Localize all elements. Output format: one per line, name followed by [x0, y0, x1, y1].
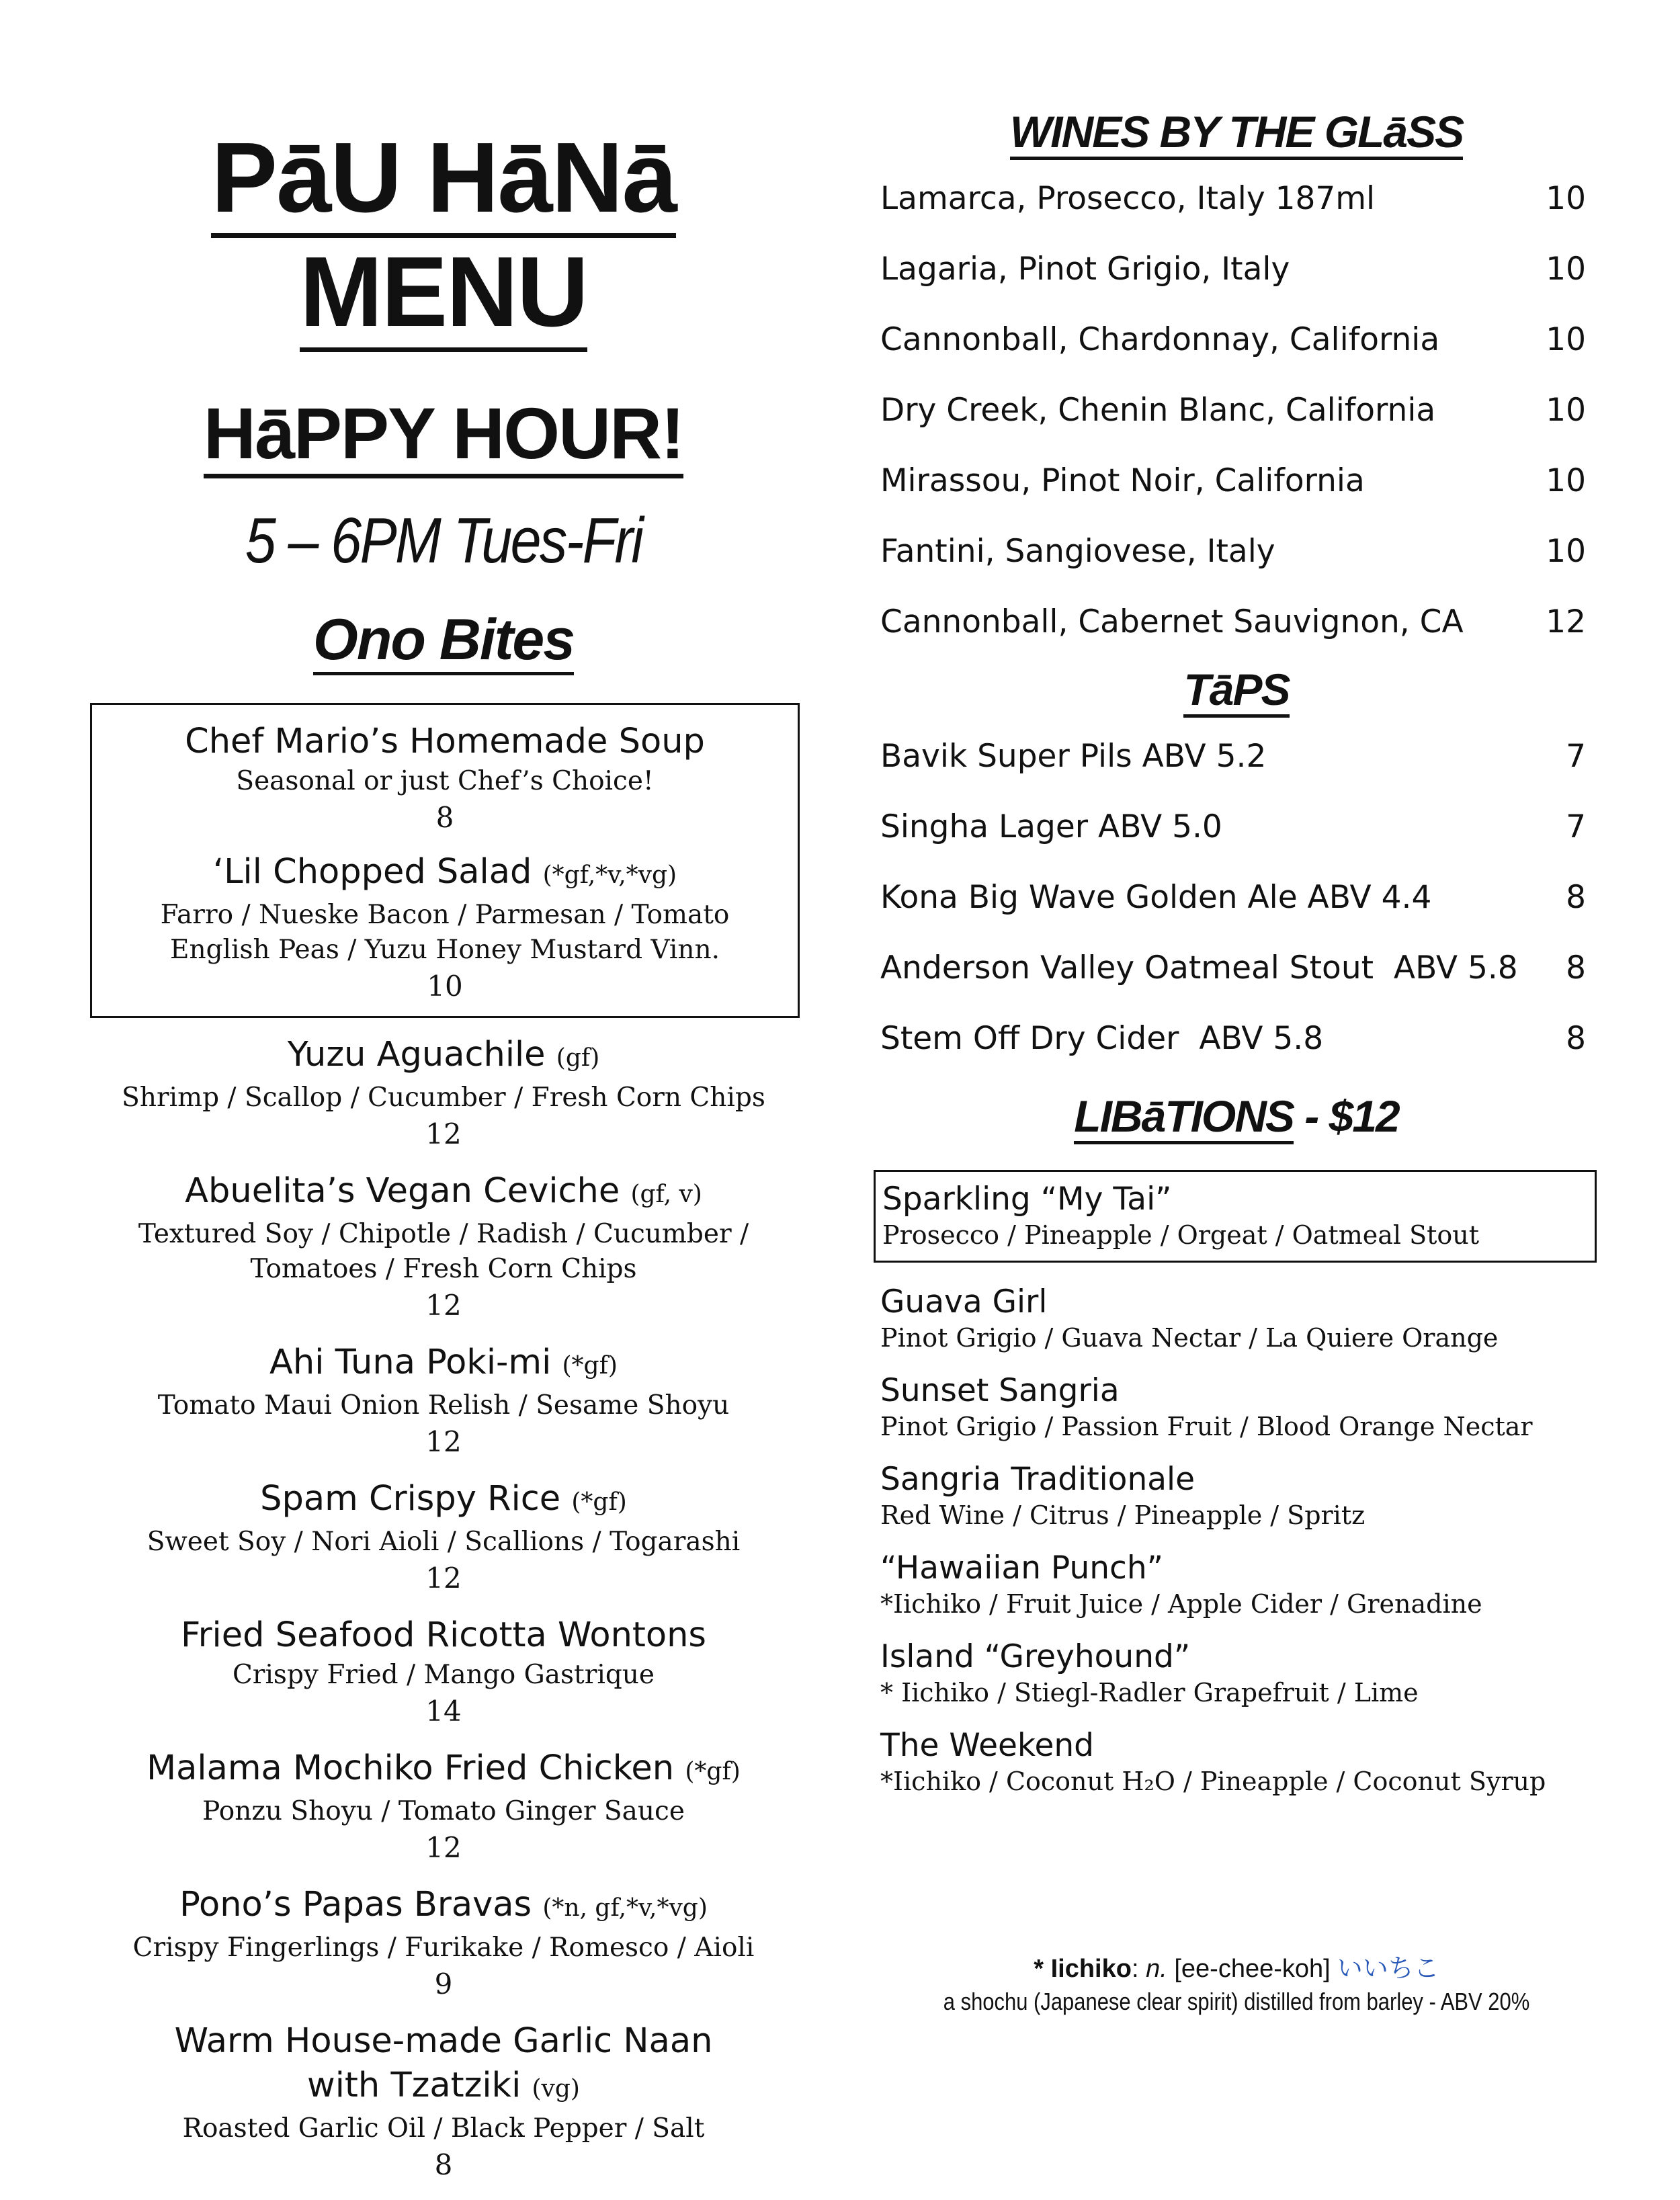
tap-name: Singha Lager ABV 5.0 [880, 808, 1222, 845]
tap-name: Kona Big Wave Golden Ale ABV 4.4 [880, 879, 1432, 916]
item-description: Crispy Fried / Mango Gastrique [232, 1660, 655, 1690]
item-name: Malama Mochiko Fried Chicken (*gf) [146, 1748, 741, 1788]
tap-row [880, 807, 1593, 847]
wine-name: Dry Creek, Chenin Blanc, California [880, 392, 1436, 429]
menu-item [87, 1477, 800, 1597]
drink-name: “Hawaiian Punch” [880, 1550, 1164, 1586]
drink-name: Sunset Sangria [880, 1372, 1120, 1409]
item-description: English Peas / Yuzu Honey Mustard Vinn. [169, 935, 720, 965]
drink-item [880, 1460, 1593, 1531]
drink-name: Island “Greyhound” [880, 1638, 1191, 1675]
wine-price: 10 [1546, 180, 1586, 217]
menu-title: PāU HāNā MENU [87, 121, 800, 349]
menu-item [92, 720, 798, 837]
item-name: Ahi Tuna Poki-mi (*gf) [269, 1343, 618, 1382]
menu-item [87, 1341, 800, 1461]
item-description: Tomatoes / Fresh Corn Chips [250, 1254, 637, 1284]
item-name: Warm House-made Garlic Naan [174, 2021, 713, 2061]
item-price: 12 [425, 1289, 462, 1322]
menu-item-list [87, 1033, 800, 2184]
item-description: Crispy Fingerlings / Furikake / Romesco / Aioli [132, 1933, 755, 1963]
wine-price: 10 [1546, 462, 1586, 499]
drink-name: The Weekend [880, 1727, 1094, 1764]
diet-tag: (*gf) [571, 1488, 627, 1516]
wine-list [880, 179, 1593, 642]
wine-name: Cannonball, Cabernet Sauvignon, CA [880, 603, 1464, 640]
happy-hour-heading: HāPPY HOUR! [87, 390, 800, 477]
menu-item [87, 1883, 800, 2003]
menu-item [92, 850, 798, 1005]
diet-tag: (*n, gf,*v,*vg) [542, 1894, 708, 1922]
japanese-term: いいちこ [1337, 1955, 1439, 1983]
libations-heading: LIBāTIONS - $12 [880, 1089, 1593, 1143]
wine-name: Mirassou, Pinot Noir, California [880, 462, 1365, 499]
drink-name: Sparkling “My Tai” [882, 1181, 1172, 1218]
tap-price: 7 [1566, 808, 1586, 845]
diet-tag: (gf) [556, 1044, 600, 1072]
item-description: Tomato Maui Onion Relish / Sesame Shoyu [157, 1390, 730, 1421]
wine-price: 10 [1546, 251, 1586, 288]
item-name: ‘Lil Chopped Salad (*gf,*v,*vg) [212, 852, 677, 892]
item-price: 14 [425, 1695, 462, 1728]
item-price: 10 [427, 970, 463, 1003]
drink-item [880, 1726, 1593, 1797]
item-price: 12 [425, 1425, 462, 1458]
tap-list [880, 736, 1593, 1059]
drink-description: Red Wine / Citrus / Pineapple / Spritz [880, 1500, 1366, 1530]
item-name: Spam Crispy Rice (*gf) [260, 1479, 627, 1519]
footnote-definition: a shochu (Japanese clear spirit) distilled from barley - ABV 20% [943, 1988, 1530, 2015]
featured-drink-box [874, 1170, 1597, 1263]
menu-item [87, 1746, 800, 1867]
tap-price: 8 [1566, 1020, 1586, 1057]
tap-name: Bavik Super Pils ABV 5.2 [880, 738, 1267, 775]
drink-item [882, 1180, 1588, 1251]
item-description: Ponzu Shoyu / Tomato Ginger Sauce [202, 1796, 685, 1826]
tap-row [880, 736, 1593, 777]
item-price: 9 [434, 1968, 453, 2000]
footnote-term-line: * Iichiko: n. [ee-chee-koh] いいちこ [1034, 1955, 1439, 1983]
diet-tag: (*gf,*v,*vg) [542, 861, 677, 889]
tap-row [880, 948, 1593, 988]
wine-row [880, 532, 1593, 572]
drink-description: Prosecco / Pineapple / Orgeat / Oatmeal Stout [882, 1220, 1480, 1250]
item-name: Abuelita’s Vegan Ceviche (gf, v) [185, 1171, 702, 1211]
item-name-line2: with Tzatziki (vg) [307, 2066, 580, 2105]
drink-description: Pinot Grigio / Guava Nectar / La Quiere Orange [880, 1323, 1499, 1353]
menu-item [87, 1169, 800, 1324]
item-description: Shrimp / Scallop / Cucumber / Fresh Corn Chips [122, 1083, 765, 1113]
diet-tag: (*gf) [562, 1352, 618, 1380]
wine-row [880, 249, 1593, 290]
food-column [87, 101, 800, 2200]
wines-heading: WINES BY THE GLāSS [880, 105, 1593, 159]
wine-row [880, 320, 1593, 360]
drink-description: *Iichiko / Coconut H₂O / Pineapple / Coconut Syrup [880, 1767, 1546, 1796]
tap-row [880, 878, 1593, 918]
item-name: Yuzu Aguachile (gf) [287, 1035, 600, 1074]
item-description: Seasonal or just Chef’s Choice! [236, 766, 654, 796]
item-price: 8 [435, 801, 454, 834]
iichiko-footnote [880, 1952, 1593, 2018]
drink-item [880, 1549, 1593, 1620]
item-price: 12 [425, 1562, 462, 1595]
drink-name: Sangria Traditionale [880, 1461, 1195, 1498]
drink-item [880, 1283, 1593, 1354]
tap-price: 8 [1566, 949, 1586, 986]
taps-heading: TāPS [880, 663, 1593, 716]
featured-items-box [90, 703, 800, 1018]
tap-price: 8 [1566, 879, 1586, 916]
drinks-column [880, 101, 1593, 1815]
wine-price: 12 [1546, 603, 1586, 640]
tap-price: 7 [1566, 738, 1586, 775]
item-name: Fried Seafood Ricotta Wontons [180, 1615, 707, 1655]
wine-name: Lamarca, Prosecco, Italy 187ml [880, 180, 1376, 217]
ono-bites-heading: Ono Bites [87, 606, 800, 673]
item-description: Textured Soy / Chipotle / Radish / Cucumber / [138, 1219, 749, 1249]
diet-tag: (gf, v) [630, 1181, 702, 1208]
item-description: Roasted Garlic Oil / Black Pepper / Salt [182, 2113, 705, 2144]
libations-price: - $12 [1293, 1091, 1399, 1141]
item-price: 12 [425, 1831, 462, 1864]
wine-row [880, 179, 1593, 219]
wine-price: 10 [1546, 533, 1586, 570]
menu-item [87, 1033, 800, 1153]
wine-name: Fantini, Sangiovese, Italy [880, 533, 1275, 570]
diet-tag: (vg) [532, 2075, 580, 2103]
drink-item [880, 1638, 1593, 1709]
wine-row [880, 390, 1593, 431]
wine-price: 10 [1546, 321, 1586, 358]
wine-name: Lagaria, Pinot Grigio, Italy [880, 251, 1290, 288]
drink-list [880, 1283, 1593, 1797]
item-description: Sweet Soy / Nori Aioli / Scallions / Togarashi [146, 1527, 741, 1557]
item-description: Farro / Nueske Bacon / Parmesan / Tomato [160, 900, 730, 930]
item-price: 12 [425, 1117, 462, 1150]
drink-name: Guava Girl [880, 1283, 1048, 1320]
drink-description: *Iichiko / Fruit Juice / Apple Cider / Grenadine [880, 1589, 1482, 1619]
wine-row [880, 461, 1593, 501]
menu-item [87, 2019, 800, 2184]
wine-price: 10 [1546, 392, 1586, 429]
tap-row [880, 1019, 1593, 1059]
happy-hour-times: 5 – 6PM Tues-Fri [245, 505, 642, 577]
drink-description: Pinot Grigio / Passion Fruit / Blood Orange Nectar [880, 1412, 1533, 1441]
drink-description: * Iichiko / Stiegl-Radler Grapefruit / Lime [880, 1678, 1419, 1707]
diet-tag: (*gf) [685, 1758, 741, 1785]
wine-row [880, 602, 1593, 642]
item-price: 8 [434, 2148, 453, 2181]
drink-item [880, 1371, 1593, 1443]
tap-name: Stem Off Dry Cider ABV 5.8 [880, 1020, 1324, 1057]
item-name: Chef Mario’s Homemade Soup [185, 722, 705, 761]
tap-name: Anderson Valley Oatmeal Stout ABV 5.8 [880, 949, 1518, 986]
wine-name: Cannonball, Chardonnay, California [880, 321, 1440, 358]
menu-item [87, 1613, 800, 1730]
item-name: Pono’s Papas Bravas (*n, gf,*v,*vg) [179, 1885, 708, 1924]
